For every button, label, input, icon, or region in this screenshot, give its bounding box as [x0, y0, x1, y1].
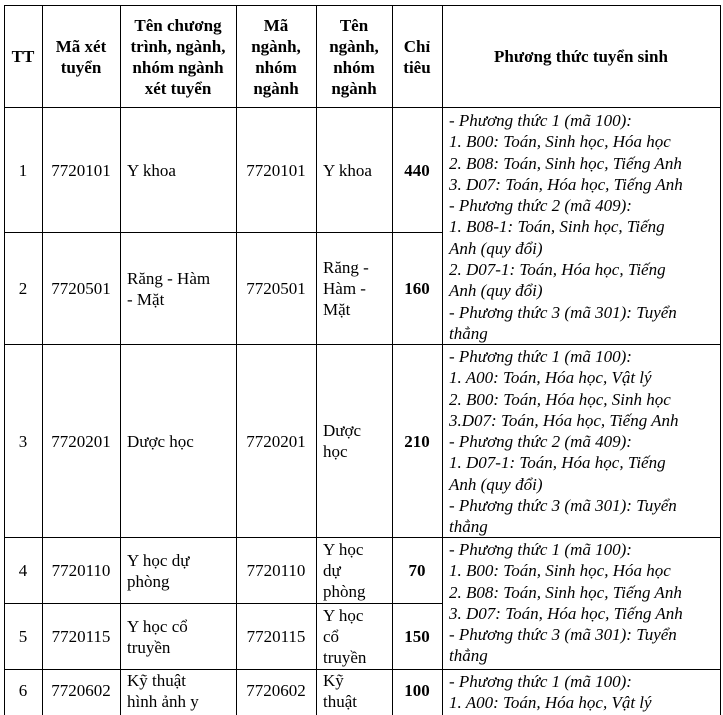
cell-chi-tieu: [392, 233, 442, 344]
cell-ten-nganh: [323, 108, 391, 232]
cell-text: 1: [18, 160, 28, 180]
cell-text: 6: [18, 680, 28, 700]
method-line: 1. B08-1: Toán, Sinh học, Tiếng: [449, 217, 665, 237]
cell-line: Y học dự: [127, 550, 190, 570]
methods-block: [449, 671, 719, 715]
method-line: thẳng: [449, 323, 488, 343]
header-line: ngành,: [251, 36, 301, 56]
method-line: 1. D07-1: Toán, Hóa học, Tiếng: [449, 453, 666, 473]
cell-ten-chuong-trinh: [127, 670, 235, 714]
cell-ma-nganh: [236, 604, 316, 669]
cell-line: hình ảnh y: [127, 692, 199, 711]
cell-line: truyền: [323, 648, 367, 667]
cell-tt: [4, 538, 42, 603]
cell-line: Y học: [323, 540, 364, 559]
cell-tt: [4, 345, 42, 537]
cell-line: Y khoa: [323, 160, 372, 180]
col-divider: [316, 5, 317, 715]
method-line: 1. B00: Toán, Sinh học, Hóa học: [449, 561, 671, 581]
method-line: 2. B08: Toán, Sinh học, Tiếng Anh: [449, 582, 682, 602]
methods-block: [449, 539, 719, 668]
cell-text: 7720602: [51, 680, 111, 700]
col-divider: [442, 5, 443, 715]
method-line: Anh (quy đổi): [449, 281, 543, 301]
cell-ten-nganh: [323, 670, 391, 714]
cell-line: Y học cổ: [127, 616, 188, 636]
method-line: 3. D07: Toán, Hóa học, Tiếng Anh: [449, 174, 683, 194]
cell-ma-xet-tuyen: [42, 670, 120, 710]
cell-text: 440: [404, 160, 430, 180]
header-tt-label: TT: [11, 47, 35, 66]
cell-ma-nganh: [236, 233, 316, 344]
cell-ten-chuong-trinh: [127, 233, 235, 344]
header-line: ngành: [253, 78, 299, 98]
method-line: 3. D07: Toán, Hóa học, Tiếng Anh: [449, 603, 683, 623]
cell-text: 2: [18, 279, 28, 298]
cell-line: Răng -: [323, 258, 369, 277]
method-line: 3.D07: Toán, Hóa học, Tiếng Anh: [449, 410, 679, 430]
cell-text: 7720602: [246, 680, 306, 700]
cell-text: 5: [18, 627, 28, 646]
header-ma-xet-tuyen: [42, 6, 120, 107]
cell-ten-chuong-trinh: [127, 604, 235, 669]
cell-ten-chuong-trinh: [127, 345, 235, 537]
cell-line: Kỹ thuật: [127, 671, 187, 690]
header-tt: [4, 6, 42, 107]
cell-tt: [4, 604, 42, 669]
cell-ma-nganh: [236, 538, 316, 603]
cell-line: Dược: [323, 421, 362, 440]
header-chi-tieu: [392, 6, 442, 107]
header-line: Mã: [263, 15, 289, 35]
cell-chi-tieu: [392, 538, 442, 603]
cell-text: 4: [18, 561, 28, 580]
header-line: trình, ngành,: [130, 36, 226, 56]
cell-text: 7720101: [51, 160, 111, 180]
cell-ma-nganh: [236, 670, 316, 710]
cell-chi-tieu: [392, 108, 442, 232]
cell-ten-nganh: [323, 233, 391, 344]
header-line: nhóm ngành: [132, 57, 224, 77]
cell-text: 160: [404, 279, 430, 298]
cell-text: 7720201: [51, 431, 111, 451]
method-line: 1. A00: Toán, Hóa học, Vật lý: [449, 693, 652, 713]
header-line: Tên chương: [134, 15, 222, 35]
header-phuong-thuc: [442, 6, 720, 107]
cell-line: Kỹ: [323, 671, 344, 690]
cell-ma-xet-tuyen: [42, 604, 120, 669]
cell-text: 100: [404, 680, 430, 700]
cell-ma-nganh: [236, 108, 316, 232]
cell-line: Y học: [323, 606, 364, 625]
header-line: Phương thức tuyển sinh: [494, 47, 668, 66]
header-ten-nganh: [316, 6, 392, 107]
cell-line: thuật: [323, 692, 357, 711]
cell-line: Hàm -: [323, 279, 366, 298]
cell-ten-chuong-trinh: [127, 538, 235, 603]
method-line: - Phương thức 1 (mã 100):: [449, 347, 632, 366]
header-line: tiêu: [403, 57, 431, 77]
cell-ma-xet-tuyen: [42, 233, 120, 344]
header-line: xét tuyển: [144, 78, 212, 98]
cell-line: dự: [323, 561, 341, 580]
header-line: nhóm: [255, 57, 297, 77]
method-line: Anh (quy đổi): [449, 238, 543, 258]
cell-text: 7720501: [246, 279, 306, 298]
cell-line: cổ: [323, 627, 340, 646]
method-line: 1. A00: Toán, Hóa học, Vật lý: [449, 368, 652, 388]
header-line: tuyển: [60, 57, 102, 77]
col-divider: [120, 5, 121, 715]
methods-block: [449, 346, 719, 536]
method-line: - Phương thức 2 (mã 409):: [449, 196, 632, 216]
header-ma-nganh: [236, 6, 316, 107]
method-line: 1. B00: Toán, Sinh học, Hóa học: [449, 132, 671, 152]
cell-text: 210: [404, 431, 430, 451]
cell-line: - Mặt: [127, 289, 165, 309]
methods-block: [449, 110, 719, 343]
cell-chi-tieu: [392, 345, 442, 537]
method-line: thẳng: [449, 517, 488, 537]
cell-text: 3: [18, 431, 28, 451]
header-line: ngành: [331, 78, 377, 98]
method-line: Anh (quy đổi): [449, 474, 543, 494]
method-line: 2. D07-1: Toán, Hóa học, Tiếng: [449, 260, 666, 280]
cell-tt: [4, 108, 42, 232]
col-divider: [720, 5, 721, 715]
cell-text: 7720101: [246, 160, 306, 180]
cell-line: Y khoa: [127, 160, 176, 180]
cell-text: 7720115: [51, 627, 111, 646]
cell-ten-chuong-trinh: [127, 108, 235, 232]
header-line: Chỉ: [403, 36, 431, 56]
cell-line: Răng - Hàm: [127, 268, 211, 288]
header-line: nhóm: [333, 57, 375, 77]
cell-tt: [4, 670, 42, 710]
cell-text: 70: [408, 561, 426, 580]
cell-text: 7720110: [51, 561, 111, 580]
cell-line: phòng: [323, 582, 366, 601]
method-line: - Phương thức 3 (mã 301): Tuyển: [449, 625, 677, 645]
cell-ten-nganh: [323, 345, 391, 537]
cell-text: 7720201: [246, 431, 306, 451]
cell-chi-tieu: [392, 670, 442, 710]
cell-ma-xet-tuyen: [42, 108, 120, 232]
cell-ma-nganh: [236, 345, 316, 537]
method-line: thẳng: [449, 646, 488, 666]
cell-text: 7720115: [246, 627, 306, 646]
cell-chi-tieu: [392, 604, 442, 669]
cell-ten-nganh: [323, 604, 391, 669]
method-line: - Phương thức 1 (mã 100):: [449, 540, 632, 559]
method-line: - Phương thức 1 (mã 100):: [449, 111, 632, 130]
cell-tt: [4, 233, 42, 344]
method-line: 2. B00: Toán, Hóa học, Sinh học: [449, 389, 671, 409]
method-line: - Phương thức 3 (mã 301): Tuyển: [449, 302, 677, 322]
cell-text: 7720110: [246, 561, 306, 580]
cell-line: truyền: [127, 637, 171, 657]
method-line: - Phương thức 3 (mã 301): Tuyển: [449, 496, 677, 516]
header-line: ngành,: [329, 36, 379, 56]
method-line: - Phương thức 1 (mã 100):: [449, 672, 632, 691]
cell-line: Mặt: [323, 300, 351, 319]
cell-ten-nganh: [323, 538, 391, 603]
header-line: Tên: [339, 15, 369, 35]
cell-ma-xet-tuyen: [42, 538, 120, 603]
cell-line: phòng: [127, 571, 170, 591]
cell-text: 150: [404, 627, 430, 646]
header-ten-chuong-trinh: [120, 6, 236, 107]
method-line: - Phương thức 2 (mã 409):: [449, 432, 632, 452]
cell-line: Dược học: [127, 431, 194, 451]
cell-line: học: [323, 442, 348, 461]
cell-text: 7720501: [51, 279, 111, 298]
method-line: 2. B08: Toán, Sinh học, Tiếng Anh: [449, 153, 682, 173]
header-line: Mã xét: [55, 36, 107, 56]
cell-ma-xet-tuyen: [42, 345, 120, 537]
